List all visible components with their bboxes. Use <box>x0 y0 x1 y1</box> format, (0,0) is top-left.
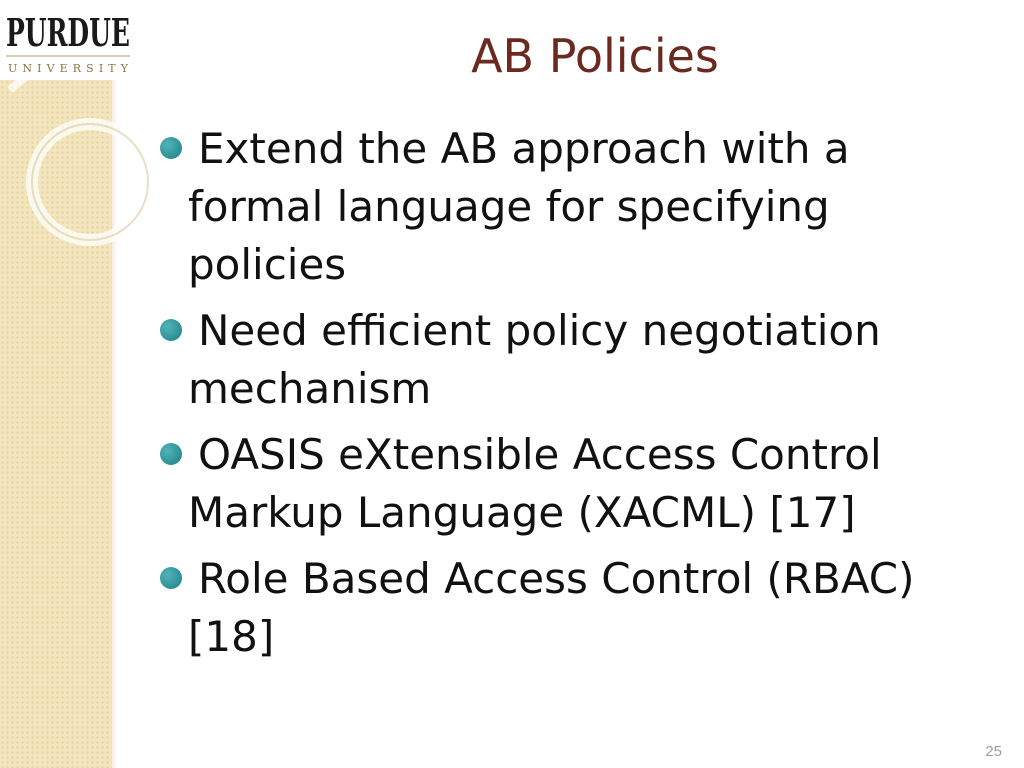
bullet-dot-icon <box>160 443 182 465</box>
bullet-dot-icon <box>160 319 182 341</box>
bullet-item <box>158 550 978 666</box>
bullet-text: Role Based Access Control (RBAC) [18] <box>188 554 915 661</box>
bullet-text: Extend the AB approach with a formal language for specifying policies <box>188 124 850 289</box>
slide-title: AB Policies <box>471 29 719 83</box>
bullet-dot-icon <box>160 137 182 159</box>
bullet-text: OASIS eXtensible Access Control Markup Language (XACML) [17] <box>188 430 882 537</box>
bullet-dot-icon <box>160 567 182 589</box>
purdue-logo <box>0 0 140 80</box>
bullet-item <box>158 120 978 294</box>
page-number: 25 <box>985 743 1002 760</box>
bullet-item <box>158 302 978 418</box>
purdue-logo-mark <box>4 4 134 76</box>
bullet-list <box>158 120 978 674</box>
logo-wordmark: PURDUE <box>6 10 130 55</box>
bullet-text: Need efficient policy negotiation mechanism <box>188 306 881 413</box>
bullet-item <box>158 426 978 542</box>
logo-subline: UNIVERSITY <box>8 62 128 75</box>
